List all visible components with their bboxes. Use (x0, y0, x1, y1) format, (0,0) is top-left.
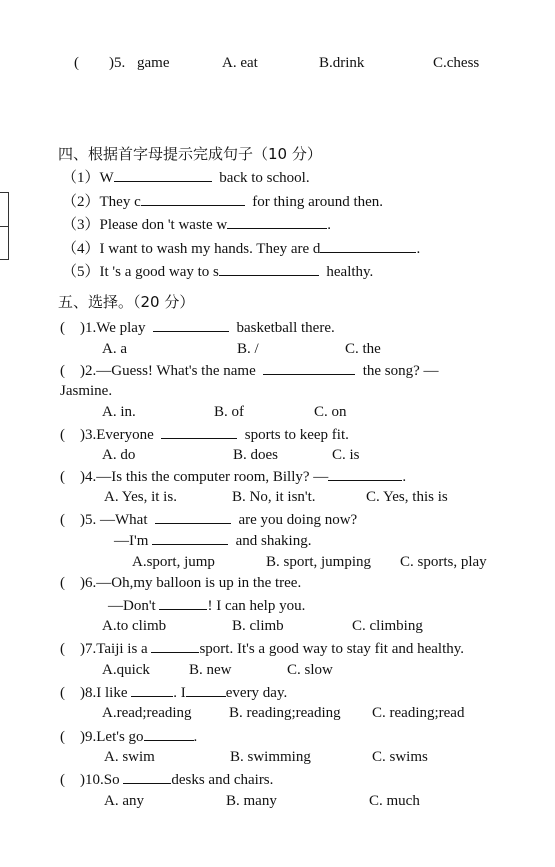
mc-question-5: ( )5. —What are you doing now? (60, 512, 358, 528)
q1-option-b: B. / (237, 341, 259, 357)
q5-option-b: B. sport, jumping (266, 554, 372, 570)
q7-option-b: B. new (189, 662, 232, 678)
q5-bracket: ( )5. (74, 55, 126, 71)
mc-question-4: ( )4.—Is this the computer room, Billy? — . (60, 469, 407, 485)
q2-option-a: A. in. (102, 404, 136, 420)
answer-blank[interactable] (144, 727, 194, 741)
q8-option-a: A.read;reading (102, 705, 192, 721)
q6-reply: —Don't ! I can help you. (108, 598, 306, 614)
q5-reply: —I'm and shaking. (114, 533, 312, 549)
q5-option-a: A. eat (222, 55, 258, 71)
q3-option-c: C. is (332, 447, 360, 463)
q5-word: game (137, 55, 170, 71)
fill-item-1: （1）W back to school. (62, 170, 310, 186)
fill-item-4: （4）I want to wash my hands. They are d . (62, 241, 421, 257)
q4-option-b: B. No, it isn't. (232, 489, 316, 505)
q5-option-b: B.drink (319, 55, 365, 71)
answer-blank[interactable] (131, 683, 173, 697)
answer-blank[interactable] (159, 596, 207, 610)
q1-option-a: A. a (102, 341, 127, 357)
q5-option-c: C. sports, play (400, 554, 487, 570)
q3-option-a: A. do (102, 447, 136, 463)
q5-option-c: C.chess (433, 55, 480, 71)
answer-blank[interactable] (141, 192, 245, 206)
answer-blank[interactable] (219, 262, 319, 276)
answer-blank[interactable] (328, 467, 402, 481)
answer-blank[interactable] (227, 215, 327, 229)
fill-item-3: （3）Please don 't waste w . (62, 217, 331, 233)
answer-blank[interactable] (153, 318, 229, 332)
q10-option-c: C. much (369, 793, 420, 809)
answer-blank[interactable] (123, 770, 171, 784)
answer-blank[interactable] (152, 531, 228, 545)
mc-question-9: ( )9.Let's go . (60, 729, 198, 745)
q5-option-a: A.sport, jump (132, 554, 215, 570)
section-title-5: 五、选择。（20 分） (58, 293, 195, 311)
mc-question-6: ( )6.—Oh,my balloon is up in the tree. (60, 575, 302, 591)
section-title-4: 四、根据首字母提示完成句子（10 分） (58, 145, 322, 163)
q3-option-b: B. does (233, 447, 278, 463)
mc-question-2: ( )2.—Guess! What's the name the song? — (60, 363, 439, 379)
q10-option-b: B. many (226, 793, 277, 809)
answer-blank[interactable] (155, 510, 231, 524)
answer-blank[interactable] (263, 361, 355, 375)
q9-option-c: C. swims (372, 749, 428, 765)
mc-question-7: ( )7.Taiji is a sport. It's a good way to stay fit and healthy. (60, 641, 465, 657)
q4-option-c: C. Yes, this is (366, 489, 448, 505)
q2-option-c: C. on (314, 404, 347, 420)
fill-item-2: （2）They c for thing around then. (62, 194, 384, 210)
answer-blank[interactable] (151, 639, 199, 653)
mc-question-3: ( )3.Everyone sports to keep fit. (60, 427, 349, 443)
mc-question-1: ( )1.We play basketball there. (60, 320, 335, 336)
answer-blank[interactable] (320, 239, 416, 253)
q4-option-a: A. Yes, it is. (104, 489, 177, 505)
q6-option-c: C. climbing (352, 618, 423, 634)
q2-option-b: B. of (214, 404, 244, 420)
answer-blank[interactable] (186, 683, 226, 697)
margin-box (0, 192, 9, 260)
fill-item-5: （5）It 's a good way to s healthy. (62, 264, 374, 280)
q8-option-b: B. reading;reading (229, 705, 341, 721)
q9-option-b: B. swimming (230, 749, 311, 765)
q2-continuation: Jasmine. (60, 383, 113, 399)
q7-option-a: A.quick (102, 662, 150, 678)
mc-question-10: ( )10.So desks and chairs. (60, 772, 274, 788)
q7-option-c: C. slow (287, 662, 333, 678)
q6-option-b: B. climb (232, 618, 284, 634)
q6-option-a: A.to climb (102, 618, 167, 634)
answer-blank[interactable] (161, 425, 237, 439)
mc-question-8: ( )8.I like . I every day. (60, 685, 288, 701)
q8-option-c: C. reading;read (372, 705, 465, 721)
q1-option-c: C. the (345, 341, 381, 357)
q10-option-a: A. any (104, 793, 144, 809)
q9-option-a: A. swim (104, 749, 155, 765)
answer-blank[interactable] (114, 168, 212, 182)
